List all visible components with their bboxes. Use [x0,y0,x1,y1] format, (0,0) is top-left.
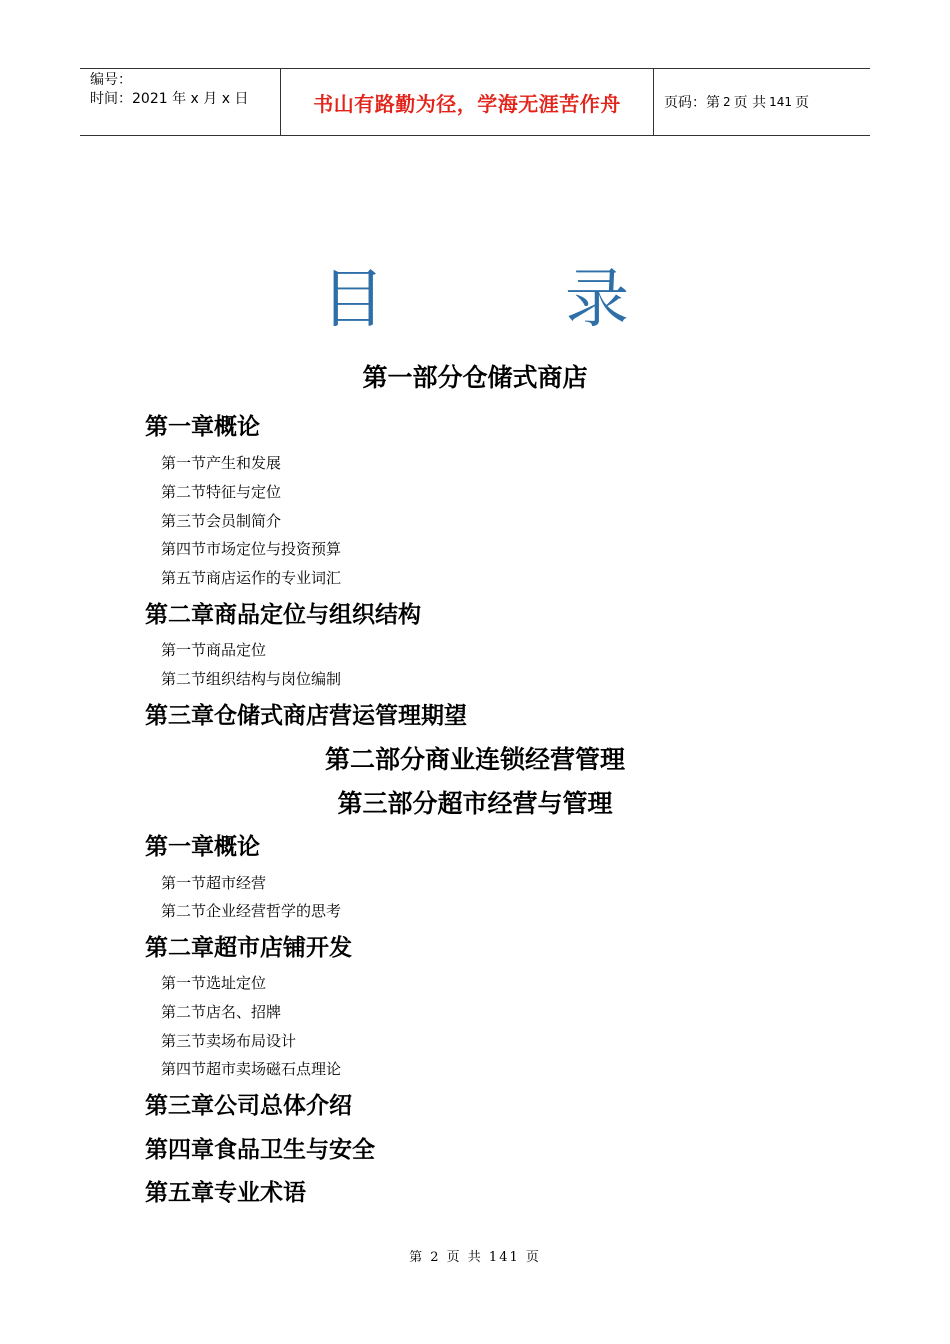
page-prefix: 页码：第 [664,95,720,111]
toc-section[interactable]: 第五节商店运作的专业词汇 [161,569,342,587]
toc-part-1[interactable]: 第一部分仓储式商店 [362,363,588,392]
toc-chapter[interactable]: 第三章公司总体介绍 [145,1093,352,1119]
toc-chapter[interactable]: 第二章超市店铺开发 [145,935,352,961]
toc-section[interactable]: 第一节超市经营 [161,874,267,892]
toc-title [0,260,950,340]
toc-chapter[interactable]: 第二章商品定位与组织结构 [145,602,421,628]
page-total: 141 [769,95,792,109]
page-header [80,68,870,136]
toc-section[interactable]: 第四节超市卖场磁石点理论 [161,1060,342,1078]
header-meta [80,69,281,135]
page-suffix: 页 [795,95,809,111]
toc-section[interactable]: 第三节会员制简介 [161,512,282,530]
toc-section[interactable]: 第二节店名、招牌 [161,1003,282,1021]
header-motto-cell [281,69,654,135]
toc-chapter[interactable]: 第一章概论 [145,414,260,440]
motto: 书山有路勤为径，学海无涯苦作舟 [313,91,621,116]
page-footer: 第 2 页 共 141 页 [409,1250,541,1265]
toc-section[interactable]: 第二节组织结构与岗位编制 [161,670,342,688]
toc-section[interactable]: 第一节产生和发展 [161,454,282,472]
time-label: 时间：2021 年 x 月 x 日 [90,91,249,107]
toc-title-char-1: 目 [321,263,385,337]
toc-section[interactable]: 第一节选址定位 [161,974,267,992]
toc-section[interactable]: 第四节市场定位与投资预算 [161,540,342,558]
toc-section[interactable]: 第二节特征与定位 [161,483,282,501]
header-page-info [654,69,870,135]
toc-section[interactable]: 第二节企业经营哲学的思考 [161,902,342,920]
toc-chapter[interactable]: 第三章仓储式商店营运管理期望 [145,703,467,729]
toc-chapter[interactable]: 第一章概论 [145,834,260,860]
number-label: 编号： [90,72,132,88]
toc-part-2[interactable]: 第二部分商业连锁经营管理 [324,745,625,774]
page-current: 2 [723,95,731,109]
toc-part-3[interactable]: 第三部分超市经营与管理 [337,789,613,818]
toc-title-char-2: 录 [565,263,629,337]
toc-chapter[interactable]: 第五章专业术语 [145,1180,306,1206]
toc-chapter[interactable]: 第四章食品卫生与安全 [145,1137,375,1163]
page-mid: 页 共 [733,95,767,111]
toc-section[interactable]: 第三节卖场布局设计 [161,1032,297,1050]
toc-section[interactable]: 第一节商品定位 [161,641,267,659]
